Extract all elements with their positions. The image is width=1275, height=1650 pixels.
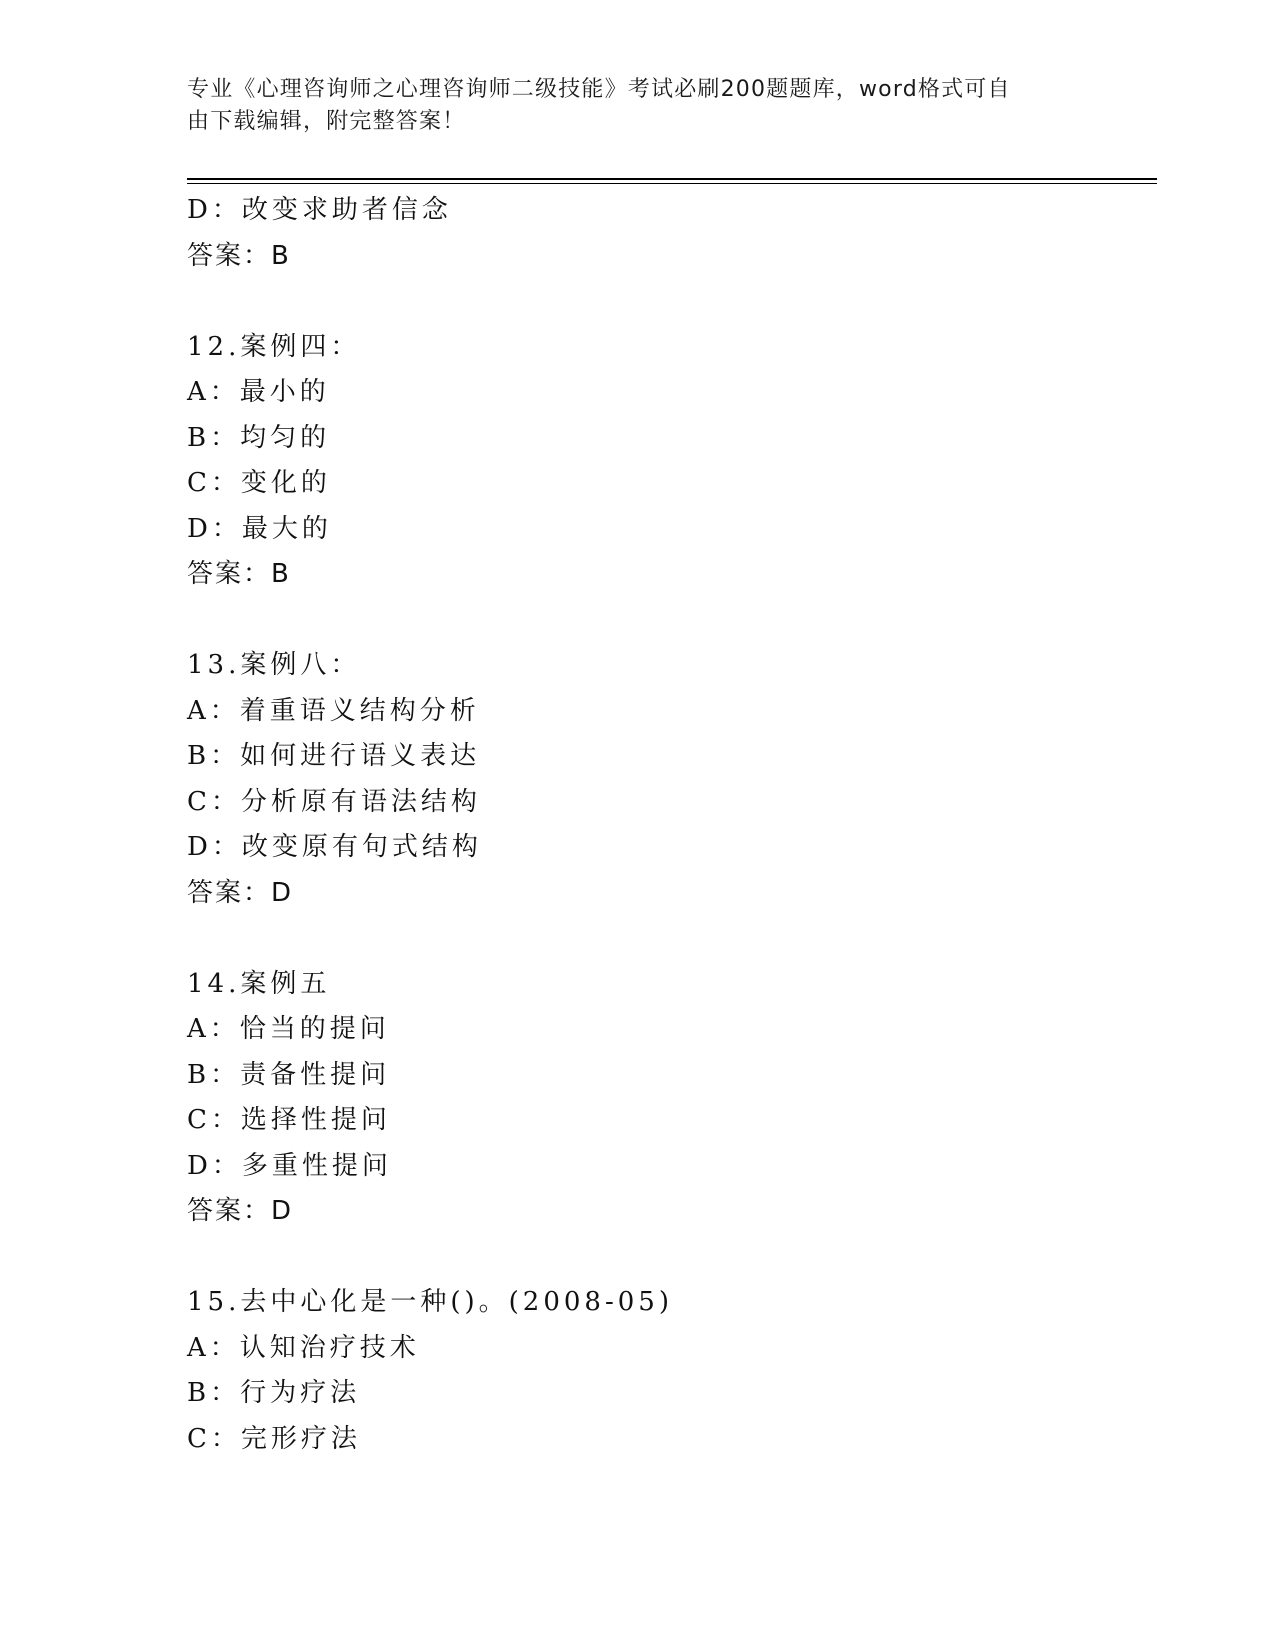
answer: 答案：D <box>187 1196 294 1226</box>
answer: 答案：B <box>187 240 291 271</box>
option-a: A：认知治疗技术 <box>187 1332 420 1363</box>
question-stem: 15.去中心化是一种()。(2008-05) <box>187 1287 673 1317</box>
header-line-2: 由下载编辑，附完整答案！ <box>187 109 466 134</box>
option-c: C：变化的 <box>187 468 331 498</box>
question-stem: 13.案例八： <box>187 650 361 680</box>
answer: 答案：B <box>187 559 291 589</box>
question-list <box>187 188 1147 1462</box>
option-b: B：如何进行语义表达 <box>187 741 481 771</box>
spacer <box>187 1235 1147 1281</box>
option-d: D：改变求助者信念 <box>187 195 452 225</box>
option-b: B：行为疗法 <box>187 1378 361 1408</box>
question-13 <box>187 643 1147 916</box>
question-stem: 14.案例五 <box>187 968 331 999</box>
spacer <box>187 916 1147 962</box>
answer: 答案：D <box>187 877 294 908</box>
option-a: A：最小的 <box>187 377 330 407</box>
header-divider-thick <box>187 178 1157 180</box>
option-c: C：完形疗法 <box>187 1423 361 1454</box>
spacer <box>187 598 1147 644</box>
question-14 <box>187 962 1147 1235</box>
option-d: D：改变原有句式结构 <box>187 832 482 862</box>
question-12 <box>187 325 1147 598</box>
header-divider-thin <box>187 183 1157 184</box>
option-a: A：着重语义结构分析 <box>187 695 480 726</box>
option-c: C：分析原有语法结构 <box>187 786 481 817</box>
spacer <box>187 279 1147 325</box>
option-b: B：均匀的 <box>187 422 331 453</box>
option-b: B：责备性提问 <box>187 1059 391 1090</box>
header-line-1: 专业《心理咨询师之心理咨询师二级技能》考试必刷200题题库，word格式可自 <box>187 77 1011 102</box>
document-header <box>187 74 1067 138</box>
option-d: D：最大的 <box>187 513 332 544</box>
option-d: D：多重性提问 <box>187 1150 392 1181</box>
question-15 <box>187 1280 1147 1462</box>
option-a: A：恰当的提问 <box>187 1014 390 1044</box>
question-stem: 12.案例四： <box>187 331 361 362</box>
option-c: C：选择性提问 <box>187 1105 391 1135</box>
